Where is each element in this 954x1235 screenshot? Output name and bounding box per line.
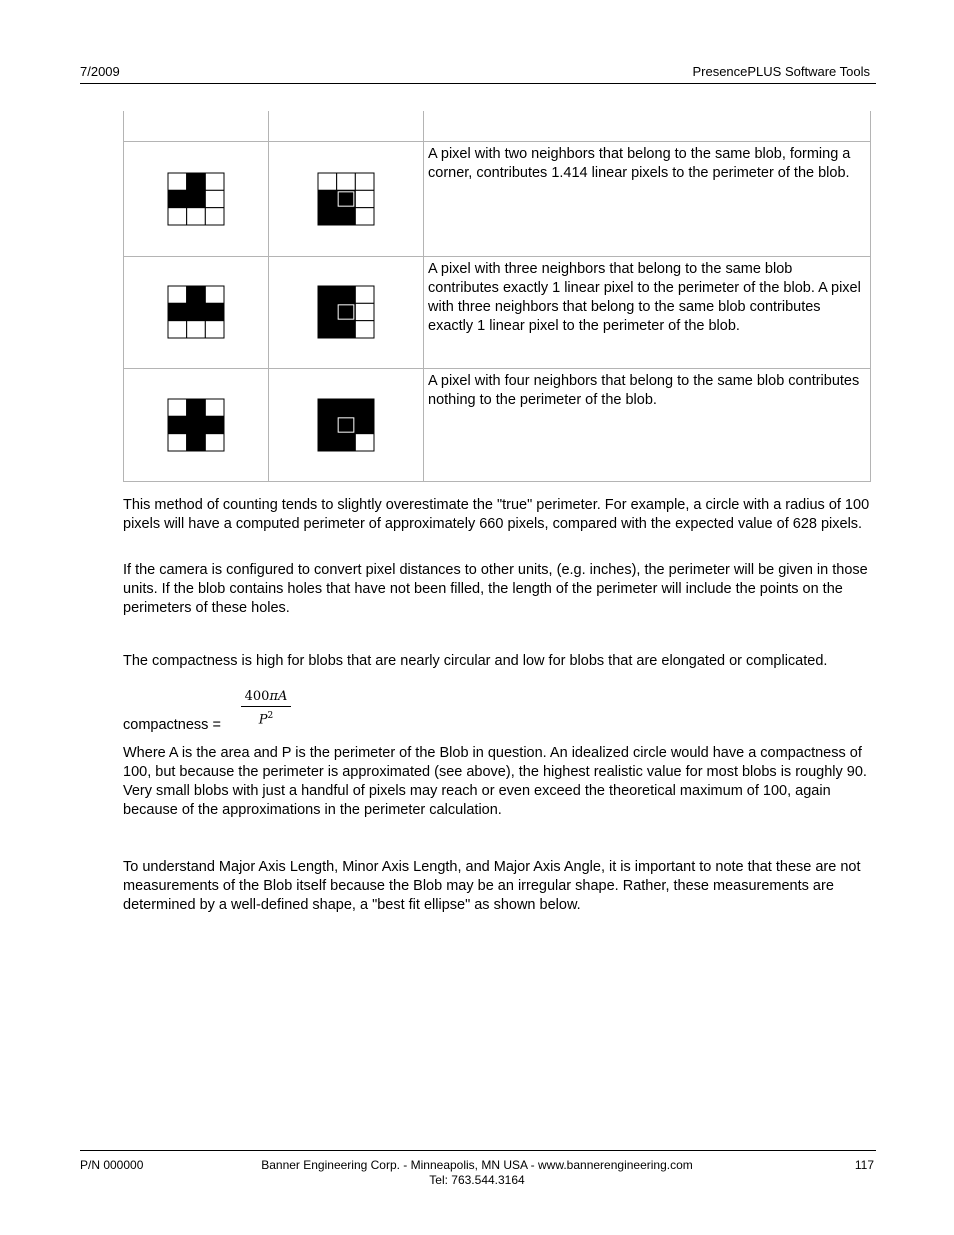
table-cell-description: A pixel with two neighbors that belong to the same blob, forming a corner, contributes 1.414 linear pixels to the perimeter of the blob.: [424, 141, 871, 256]
numerator-number: 400: [244, 689, 270, 704]
table-row: [124, 256, 871, 368]
empty-pixel: [168, 399, 187, 416]
empty-pixel: [205, 286, 224, 303]
neighbors-pixel-grid: [167, 285, 225, 339]
footer-phone: Tel: 763.544.3164: [429, 1173, 525, 1187]
blob-pixel: [337, 207, 356, 224]
blob-pixel: [337, 286, 356, 303]
empty-pixel: [205, 190, 224, 207]
empty-pixel: [355, 190, 374, 207]
paragraph-perimeter-units: If the camera is configured to convert pixel distances to other units, (e.g. inches), the perimeter will be given in those units. If the blob contains holes that have not been filled, the length of the perimeter will include the points on the perimeters of these holes.: [123, 562, 868, 616]
blob-pixel: [337, 433, 356, 450]
blob-pixel: [187, 416, 206, 433]
perimeter-pixel-grid: [317, 285, 375, 339]
footer-company: Banner Engineering Corp. - Minneapolis, MN USA - www.bannerengineering.com: [261, 1158, 693, 1172]
table-row: [124, 141, 871, 256]
blob-pixel: [318, 399, 337, 416]
table-cell-perimeter: [269, 256, 424, 368]
footer-contact: [200, 1158, 754, 1188]
formula-numerator: [241, 688, 291, 705]
empty-pixel: [355, 173, 374, 190]
denominator-exponent: 2: [267, 711, 274, 721]
empty-pixel: [168, 286, 187, 303]
blob-pixel: [318, 286, 337, 303]
empty-pixel: [168, 207, 187, 224]
blob-pixel: [205, 416, 224, 433]
table-cell-description: A pixel with four neighbors that belong to the same blob contributes nothing to the perimeter of the blob.: [424, 368, 871, 481]
empty-pixel: [318, 173, 337, 190]
empty-pixel: [355, 286, 374, 303]
paragraph-axis-intro: To understand Major Axis Length, Minor Axis Length, and Major Axis Angle, it is important to note that these are not measurements of the Blob itself because the Blob may be an irregular shape. Rather, these measurements are determined by a well-defined shape, a "best fit ellipse" as shown below.: [123, 859, 861, 913]
blob-pixel: [318, 416, 337, 433]
empty-pixel: [168, 173, 187, 190]
empty-pixel: [337, 173, 356, 190]
numerator-pi: π: [269, 689, 278, 704]
empty-pixel: [205, 207, 224, 224]
numerator-variable: A: [277, 689, 288, 704]
blob-pixel: [187, 286, 206, 303]
table-cell: [269, 111, 424, 141]
empty-pixel: [187, 321, 206, 338]
blob-pixel: [187, 190, 206, 207]
blob-pixel: [337, 416, 356, 433]
table-row-continuation: [124, 111, 871, 141]
formula-label: compactness =: [123, 717, 221, 733]
blob-pixel: [205, 303, 224, 320]
denominator-variable: P: [258, 712, 268, 728]
formula-denominator: [241, 709, 291, 727]
blob-pixel: [355, 416, 374, 433]
pixel-neighbor-table: [123, 111, 871, 482]
blob-pixel: [168, 416, 187, 433]
empty-pixel: [205, 433, 224, 450]
header-rule: [80, 83, 876, 84]
footer-rule: [80, 1150, 876, 1151]
blob-pixel: [187, 303, 206, 320]
blob-pixel: [318, 207, 337, 224]
footer-part-number: P/N 000000: [80, 1158, 144, 1172]
blob-pixel: [318, 433, 337, 450]
empty-pixel: [205, 321, 224, 338]
table-cell-neighbors: [124, 141, 269, 256]
neighbors-pixel-grid: [167, 172, 225, 226]
paragraph-perimeter-estimate: This method of counting tends to slightly overestimate the "true" perimeter. For example, a circle with a radius of 100 pixels will have a computed perimeter of approximately 660 pixels, compared with the expected value of 628 pixels.: [123, 497, 870, 532]
paragraph-compactness-explain: Where A is the area and P is the perimeter of the Blob in question. An idealized circle would have a compactness of 100, but because the perimeter is approximated (see above), the highest realistic value for most blobs is roughly 90. Very small blobs with just a handful of pixels may reach or even exceed the theoretical maximum of 100, again because of the approximations in the perimeter calculation.: [123, 745, 867, 818]
fraction-bar: [241, 706, 291, 707]
blob-pixel: [337, 303, 356, 320]
blob-pixel: [337, 399, 356, 416]
blob-pixel: [337, 190, 356, 207]
paragraph-compactness-intro: The compactness is high for blobs that are nearly circular and low for blobs that are elongated or complicated.: [123, 653, 828, 669]
blob-pixel: [168, 190, 187, 207]
empty-pixel: [355, 321, 374, 338]
table-cell-neighbors: [124, 256, 269, 368]
blob-pixel: [337, 321, 356, 338]
empty-pixel: [168, 321, 187, 338]
formula-fraction: [241, 688, 291, 727]
table-cell: [424, 111, 871, 141]
blob-pixel: [187, 433, 206, 450]
blob-pixel: [168, 303, 187, 320]
table-cell-neighbors: [124, 368, 269, 481]
table-cell-description: A pixel with three neighbors that belong to the same blob contributes exactly 1 linear pixel to the perimeter of the blob. A pixel with three neighbors that belong to the same blob contributes exactly 1 linear pixel to the perimeter of the blob.: [424, 256, 871, 368]
empty-pixel: [355, 433, 374, 450]
header-title: PresencePLUS Software Tools: [692, 64, 870, 79]
blob-pixel: [187, 173, 206, 190]
empty-pixel: [355, 207, 374, 224]
blob-pixel: [355, 399, 374, 416]
empty-pixel: [205, 173, 224, 190]
blob-pixel: [318, 190, 337, 207]
blob-pixel: [187, 399, 206, 416]
header-date: 7/2009: [80, 64, 120, 79]
perimeter-pixel-grid: [317, 398, 375, 452]
empty-pixel: [168, 433, 187, 450]
footer-page-number: 117: [854, 1158, 874, 1172]
table-cell-perimeter: [269, 368, 424, 481]
neighbors-pixel-grid: [167, 398, 225, 452]
table-cell-perimeter: [269, 141, 424, 256]
empty-pixel: [187, 207, 206, 224]
empty-pixel: [355, 303, 374, 320]
table-cell: [124, 111, 269, 141]
blob-pixel: [318, 303, 337, 320]
blob-pixel: [318, 321, 337, 338]
table-row: [124, 368, 871, 481]
empty-pixel: [205, 399, 224, 416]
perimeter-pixel-grid: [317, 172, 375, 226]
